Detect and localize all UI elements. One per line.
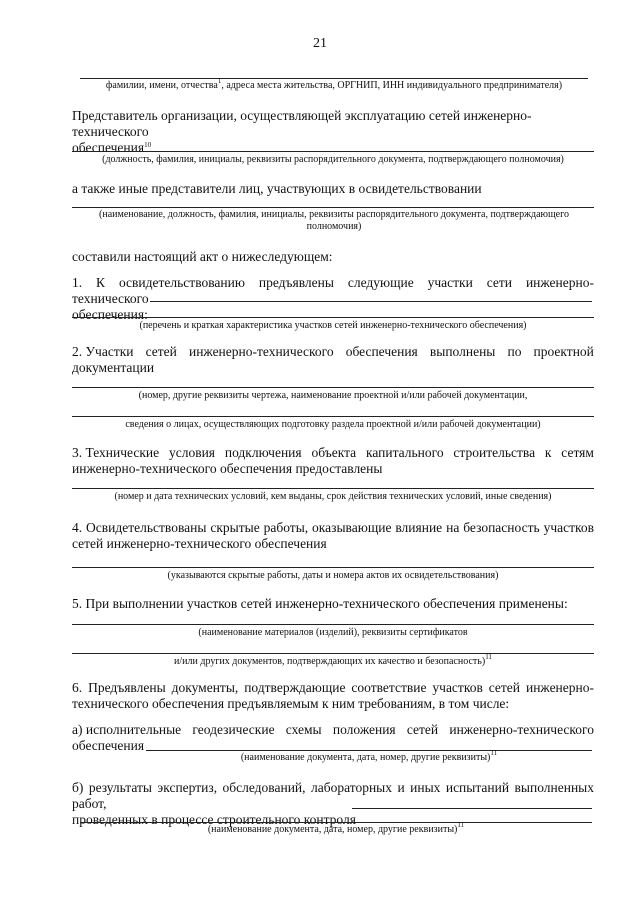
section-6b-text: б) результаты экспертиз, обследований, лабораторных и иных испытаний выполненных работ, проведенных в процессе строительного контроля <box>72 780 594 827</box>
rep-org-text: Представитель организации, осуществляющей эксплуатацию сетей инженерно-технического обеспечения$^{10}$ <box>72 108 532 155</box>
section-2-caption-1: (номер, другие реквизиты чертежа, наименование проектной и/или рабочей документации, <box>138 390 528 401</box>
section-6a-text: а) исполнительные геодезические схемы положения сетей инженерно-технического обеспечения <box>72 722 594 753</box>
section-1-text: 1. К освидетельствованию предъявлены следующие участки сети инженерно-технического обеспечения: <box>72 275 594 322</box>
fill-line <box>80 78 588 79</box>
section-2-text: 2. Участки сетей инженерно-технического обеспечения выполнены по проектной документации <box>72 344 594 375</box>
fill-line <box>80 822 592 823</box>
others-caption: (наименование, должность, фамилия, инициалы, реквизиты распорядительного документа, подтверждающего полномочия) <box>99 209 569 232</box>
compiled-text: составили настоящий акт о нижеследующем: <box>72 249 333 264</box>
section-5-text: 5. При выполнении участков сетей инженерно-технического обеспечения применены: <box>72 596 568 611</box>
section-4-caption: (указываются скрытые работы, даты и номера актов их освидетельствования) <box>167 570 499 581</box>
section-1-caption: (перечень и краткая характеристика участков сетей инженерно-технического обеспечения) <box>139 320 527 331</box>
section-6a-caption: (наименование документа, дата, номер, другие реквизиты)$^{11}$ <box>240 749 498 763</box>
section-4-text: 4. Освидетельствованы скрытые работы, оказывающие влияние на безопасность участков сетей инженерно-технического обеспечения <box>72 520 594 551</box>
fill-line <box>72 317 594 318</box>
fill-line <box>72 387 594 388</box>
fill-line <box>72 416 594 417</box>
page-number: 21 <box>313 36 327 51</box>
fill-line <box>150 301 592 302</box>
section-5-caption-1: (наименование материалов (изделий), реквизиты сертификатов <box>198 627 468 638</box>
section-5-caption-2: и/или других документов, подтверждающих их качество и безопасность)$^{11}$ <box>174 653 492 667</box>
section-6b-caption: (наименование документа, дата, номер, другие реквизиты)$^{11}$ <box>207 821 465 835</box>
fill-line <box>352 808 592 809</box>
fill-line <box>72 151 594 152</box>
others-text: а также иные представители лиц, участвующих в освидетельствовании <box>72 181 482 196</box>
fill-line <box>72 488 594 489</box>
section-6-text: 6. Предъявлены документы, подтверждающие соответствие участков сетей инженерно- технического обеспечения предъявляемым к ним требованиям, в том числе: <box>72 680 594 711</box>
fill-line <box>72 207 594 208</box>
fill-line <box>146 750 592 751</box>
section-3-caption: (номер и дата технических условий, кем выданы, срок действия технических условий, иные сведения) <box>114 491 552 502</box>
header-caption: фамилии, имени, отчества$^1$, адреса места жительства, ОРГНИП, ИНН индивидуального предпринимателя) <box>105 77 563 91</box>
section-3-text: 3. Технические условия подключения объекта капитального строительства к сетям инженерно-технического обеспечения предоставлены <box>72 445 594 476</box>
fill-line <box>72 653 594 654</box>
rep-org-caption: (должность, фамилия, инициалы, реквизиты распорядительного документа, подтверждающего полномочия) <box>102 154 564 165</box>
section-2-caption-2: сведения о лицах, осуществляющих подготовку раздела проектной и/или рабочей документации) <box>125 419 541 430</box>
fill-line <box>72 567 594 568</box>
fill-line <box>72 624 594 625</box>
